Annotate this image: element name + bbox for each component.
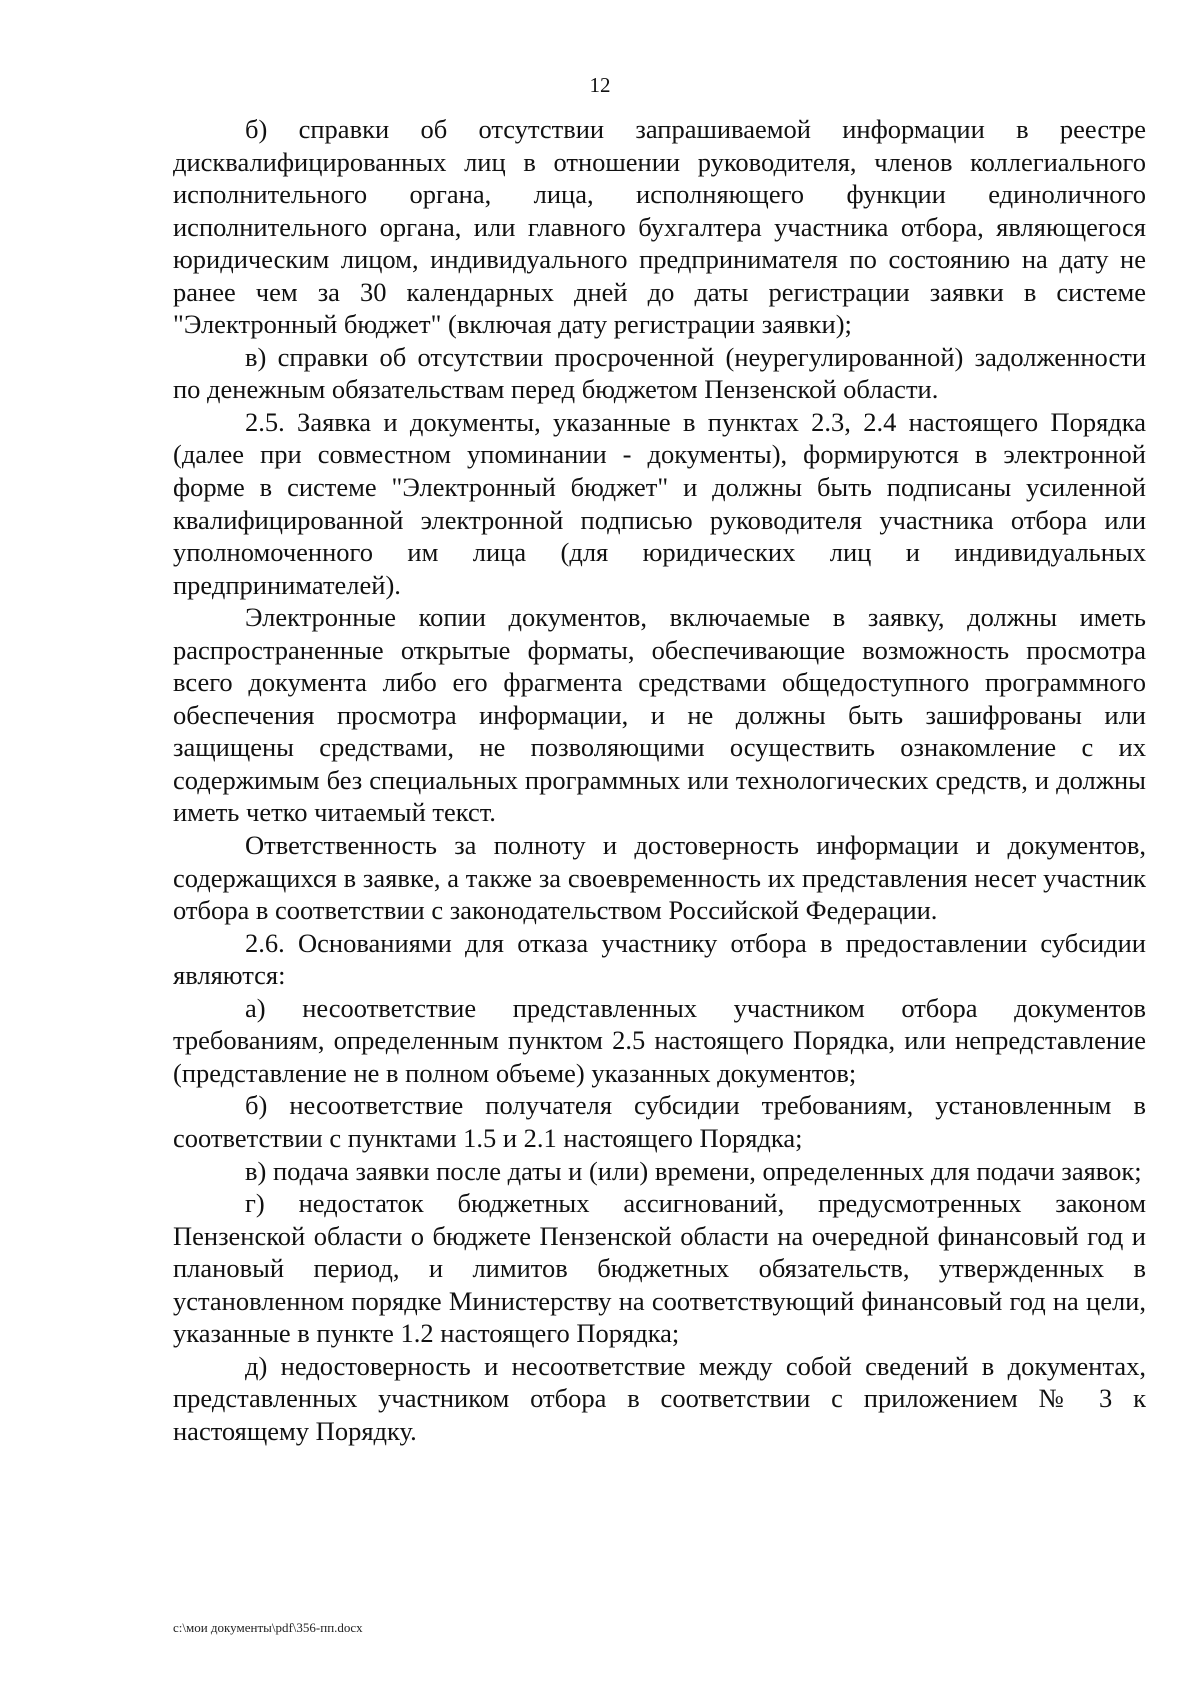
paragraph-v-late-submission: в) подача заявки после даты и (или) времени, определенных для подачи заявок; bbox=[245, 1155, 1142, 1186]
document-body bbox=[173, 113, 1146, 1447]
footer-file-path: c:\мои документы\pdf\356-пп.docx bbox=[173, 1620, 363, 1635]
paragraph-g-budget-shortage: г) недостаток бюджетных ассигнований, предусмотренных законом Пензенской области о бюджете Пензенской области на очередной финансовый год и плановый период, и лимитов бюджетных обязательств, утвержденных в установленном порядке Министерству на соответствующий финансовый год на цели, указанные в пункте 1.2 настоящего Порядка; bbox=[173, 1188, 1146, 1349]
paragraph-electronic-copies: Электронные копии документов, включаемые в заявку, должны иметь распространенные открытые форматы, обеспечивающие возможность просмотра всего документа либо его фрагмента средствами общедоступного программного обеспечения просмотра информации, и не должны быть зашифрованы или защищены средствами, не позволяющими осуществить ознакомление с их содержимым без специальных программных или технологических средств, и должны иметь четко читаемый текст. bbox=[173, 602, 1146, 828]
paragraph-2-5-application-documents: 2.5. Заявка и документы, указанные в пунктах 2.3, 2.4 настоящего Порядка (далее при совместном упоминании - документы), формируются в электронной форме в системе "Электронный бюджет" и должны быть подписаны усиленной квалифицированной электронной подписью руководителя участника отбора или уполномоченного им лица (для юридических лиц и индивидуальных предпринимателей). bbox=[173, 406, 1146, 600]
paragraph-d-unreliable-information: д) недостоверность и несоответствие между собой сведений в документах, представленных участником отбора в соответствии с приложением № 3 к настоящему Порядку. bbox=[173, 1350, 1146, 1446]
paragraph-b-disqualified-registry: б) справки об отсутствии запрашиваемой информации в реестре дисквалифицированных лиц в отношении руководителя, членов коллегиального исполнительного органа, лица, исполняющего функции единоличного исполнительного органа, или главного бухгалтера участника отбора, являющегося юридическим лицом, индивидуального предпринимателя по состоянию на дату не ранее чем за 30 календарных дней до даты регистрации заявки в системе "Электронный бюджет" (включая дату регистрации заявки); bbox=[173, 114, 1146, 340]
page-number: 12 bbox=[589, 73, 611, 97]
paragraph-b-nonconformity-recipient: б) несоответствие получателя субсидии требованиям, установленным в соответствии с пунктами 1.5 и 2.1 настоящего Порядка; bbox=[173, 1090, 1146, 1153]
paragraph-2-6-refusal-grounds: 2.6. Основаниями для отказа участнику отбора в предоставлении субсидии являются: bbox=[173, 927, 1146, 991]
paragraph-v-debt-certificate: в) справки об отсутствии просроченной (неурегулированной) задолженности по денежным обязательствам перед бюджетом Пензенской области. bbox=[173, 341, 1146, 405]
paragraph-responsibility: Ответственность за полноту и достоверность информации и документов, содержащихся в заявке, а также за своевременность их представления несет участник отбора в соответствии с законодательством Российской Федерации. bbox=[173, 830, 1146, 926]
paragraph-a-nonconformity-documents: а) несоответствие представленных участником отбора документов требованиям, определенным пунктом 2.5 настоящего Порядка, или непредставление (представление не в полном объеме) указанных документов; bbox=[173, 992, 1146, 1088]
